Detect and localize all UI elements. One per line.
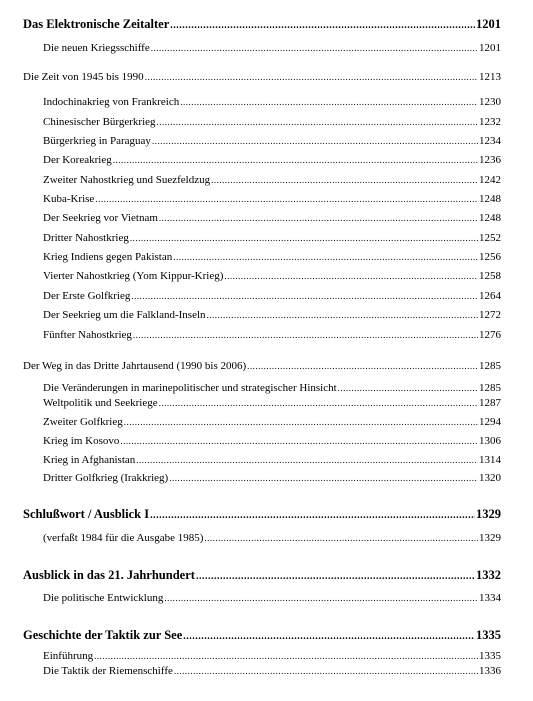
- toc-entry-page: 1294: [479, 416, 501, 428]
- toc-entry-chapter: [23, 17, 501, 33]
- toc-entry-page: 1236: [479, 154, 501, 166]
- dot-leader: [120, 435, 478, 448]
- toc-entry: [43, 382, 501, 395]
- toc-entry-title: Die politische Entwicklung: [43, 592, 164, 604]
- toc-entry: [43, 212, 501, 225]
- dot-leader: [211, 174, 478, 187]
- dot-leader: [130, 232, 478, 245]
- toc-entry-page: 1336: [479, 665, 501, 677]
- toc-entry-chapter: [23, 507, 501, 523]
- toc-entry: [43, 472, 501, 485]
- toc-entry-title: Krieg in Afghanistan: [43, 454, 136, 466]
- toc-entry-section: [23, 71, 501, 84]
- toc-entry-title: Das Elektronische Zeitalter: [23, 17, 170, 31]
- toc-entry-title: Indochinakrieg von Frankreich: [43, 96, 180, 108]
- toc-entry-title: Der Koreakrieg: [43, 154, 112, 166]
- toc-entry: [43, 96, 501, 109]
- toc-entry-page: 1276: [479, 329, 501, 341]
- toc-entry: [43, 397, 501, 410]
- toc-entry-title: Die Taktik der Riemenschiffe: [43, 665, 173, 677]
- toc-entry-page: 1201: [479, 42, 501, 54]
- toc-entry: [43, 42, 501, 55]
- dot-leader: [145, 71, 478, 84]
- dot-leader: [180, 96, 478, 109]
- dot-leader: [150, 508, 475, 523]
- toc-entry-page: 1306: [479, 435, 501, 447]
- dot-leader: [151, 42, 478, 55]
- toc-entry-title: (verfaßt 1984 für die Ausgabe 1985): [43, 532, 204, 544]
- toc-entry: [43, 193, 501, 206]
- toc-entry-page: 1232: [479, 116, 501, 128]
- dot-leader: [196, 569, 475, 584]
- toc-entry-title: Der Weg in das Dritte Jahrtausend (1990 bis 2006): [23, 360, 247, 372]
- dot-leader: [131, 290, 478, 303]
- toc-entry-chapter: [23, 628, 501, 644]
- toc-entry-title: Chinesischer Bürgerkrieg: [43, 116, 156, 128]
- dot-leader: [159, 397, 478, 410]
- toc-entry: [43, 154, 501, 167]
- toc-entry-page: 1285: [479, 382, 501, 394]
- toc-entry-page: 1285: [479, 360, 501, 372]
- toc-entry-page: 1234: [479, 135, 501, 147]
- toc-entry: [43, 135, 501, 148]
- toc-entry-title: Der Erste Golfkrieg: [43, 290, 131, 302]
- dot-leader: [133, 329, 478, 342]
- dot-leader: [338, 382, 478, 395]
- toc-entry: [43, 454, 501, 467]
- dot-leader: [224, 270, 478, 283]
- toc-entry-title: Krieg im Kosovo: [43, 435, 120, 447]
- toc-entry-page: 1201: [476, 17, 501, 31]
- toc-entry-page: 1335: [479, 650, 501, 662]
- toc-entry-page: 1287: [479, 397, 501, 409]
- toc-entry-title: Ausblick in das 21. Jahrhundert: [23, 568, 195, 582]
- toc-entry: [43, 232, 501, 245]
- toc-entry-page: 1329: [476, 507, 501, 521]
- toc-entry-title: Kuba-Krise: [43, 193, 95, 205]
- dot-leader: [173, 251, 478, 264]
- toc-entry-title: Geschichte der Taktik zur See: [23, 628, 183, 642]
- dot-leader: [204, 532, 478, 545]
- dot-leader: [164, 592, 478, 605]
- toc-entry-page: 1272: [479, 309, 501, 321]
- toc-entry-title: Der Seekrieg um die Falkland-Inseln: [43, 309, 206, 321]
- toc-entry-page: 1252: [479, 232, 501, 244]
- dot-leader: [159, 212, 478, 225]
- toc-entry: [43, 309, 501, 322]
- toc-entry-title: Schlußwort / Ausblick I: [23, 507, 150, 521]
- toc-entry-page: 1320: [479, 472, 501, 484]
- dot-leader: [169, 472, 478, 485]
- toc-entry: [43, 116, 501, 129]
- toc-entry: [43, 592, 501, 605]
- toc-entry-title: Dritter Nahostkrieg: [43, 232, 129, 244]
- toc-entry-title: Weltpolitik und Seekriege: [43, 397, 158, 409]
- dot-leader: [113, 154, 478, 167]
- toc-entry-page: 1329: [479, 532, 501, 544]
- dot-leader: [174, 665, 478, 678]
- toc-entry-page: 1335: [476, 628, 501, 642]
- toc-entry-title: Einführung: [43, 650, 94, 662]
- toc-entry-title: Die Veränderungen in marinepolitischer und strategischer Hinsicht: [43, 382, 337, 394]
- toc-entry-title: Zweiter Nahostkrieg und Suezfeldzug: [43, 174, 211, 186]
- toc-entry: [43, 270, 501, 283]
- toc-entry-page: 1213: [479, 71, 501, 83]
- toc-entry-page: 1332: [476, 568, 501, 582]
- toc-entry-page: 1258: [479, 270, 501, 282]
- toc-entry-page: 1314: [479, 454, 501, 466]
- toc-entry-title: Der Seekrieg vor Vietnam: [43, 212, 158, 224]
- toc-entry-title: Fünfter Nahostkrieg: [43, 329, 132, 341]
- dot-leader: [124, 416, 478, 429]
- dot-leader: [152, 135, 478, 148]
- toc-entry: [43, 650, 501, 663]
- toc-entry: [43, 251, 501, 264]
- toc-entry-page: 1256: [479, 251, 501, 263]
- toc-entry-page: 1334: [479, 592, 501, 604]
- dot-leader: [170, 18, 475, 33]
- toc-entry-page: 1242: [479, 174, 501, 186]
- toc-entry-page: 1248: [479, 193, 501, 205]
- toc-entry-title: Zweiter Golfkrieg: [43, 416, 123, 428]
- dot-leader: [95, 193, 478, 206]
- dot-leader: [183, 629, 475, 644]
- dot-leader: [207, 309, 478, 322]
- toc-entry: [43, 665, 501, 678]
- toc-entry-title: Die neuen Kriegsschiffe: [43, 42, 150, 54]
- toc-entry: [43, 435, 501, 448]
- dot-leader: [157, 116, 478, 129]
- toc-entry-page: 1264: [479, 290, 501, 302]
- toc-entry: [43, 329, 501, 342]
- toc-entry-title: Vierter Nahostkrieg (Yom Kippur-Krieg): [43, 270, 224, 282]
- toc-entry-page: 1230: [479, 96, 501, 108]
- toc-entry-title: Die Zeit von 1945 bis 1990: [23, 71, 144, 83]
- toc-entry-chapter: [23, 568, 501, 584]
- toc-entry-title: Krieg Indiens gegen Pakistan: [43, 251, 173, 263]
- toc-entry: [43, 174, 501, 187]
- dot-leader: [247, 360, 478, 373]
- toc-entry: [43, 532, 501, 545]
- toc-entry-page: 1248: [479, 212, 501, 224]
- toc-entry-title: Dritter Golfkrieg (Irakkrieg): [43, 472, 169, 484]
- dot-leader: [94, 650, 478, 663]
- toc-entry: [43, 290, 501, 303]
- toc-entry-title: Bürgerkrieg in Paraguay: [43, 135, 151, 147]
- toc-entry: [43, 416, 501, 429]
- dot-leader: [136, 454, 478, 467]
- toc-entry-section: [23, 360, 501, 373]
